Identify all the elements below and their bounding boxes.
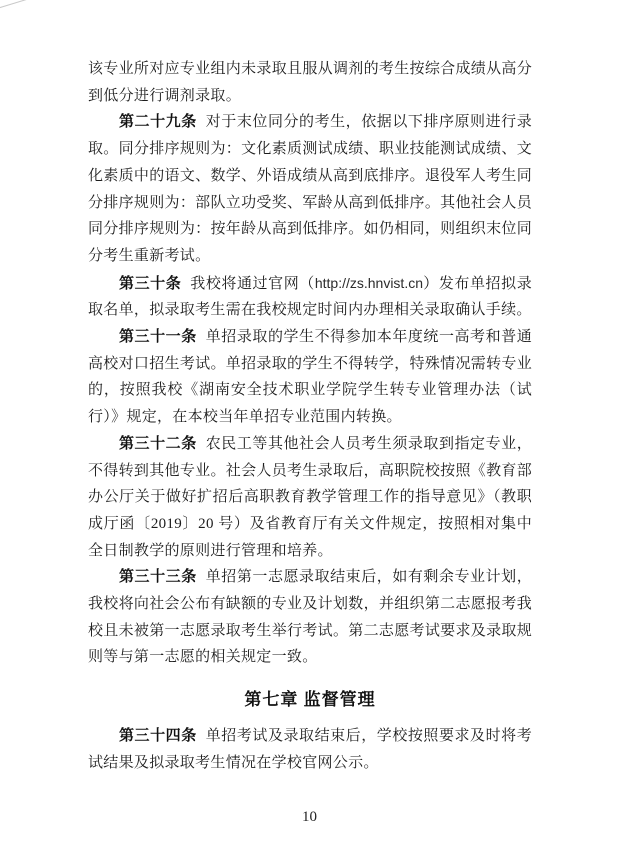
article-number-30: 第三十条 [119, 275, 182, 292]
article-paragraph-30 [88, 270, 532, 324]
article-paragraph-32 [88, 431, 532, 565]
article-number-32: 第三十二条 [119, 435, 197, 452]
page-number: 10 [302, 809, 317, 825]
article-number-33: 第三十三条 [119, 569, 197, 586]
article-text: 对于末位同分的考生，依据以下排序原则进行录取。同分排序规则为：文化素质测试成绩、职业技能测试成绩、文化素质中的语文、数学、外语成绩从高到底排序。退役军人考生同分排序规则为：部队立功受奖、军龄从高到低排序。其他社会人员同分排序规则为：按年龄从高到低排序。如仍相同，则组织末位同分考生重新考试。 [88, 114, 532, 264]
article-paragraph-34 [88, 723, 532, 776]
article-paragraph-continuation [88, 56, 532, 109]
article-text: 该专业所对应专业组内未录取且服从调剂的考生按综合成绩从高分到低分进行调剂录取。 [88, 61, 532, 104]
article-number-29: 第二十九条 [119, 114, 197, 131]
article-paragraph-31 [88, 324, 532, 431]
article-text: 单招考试及录取结束后，学校按照要求及时将考试结果及拟录取考生情况在学校官网公示。 [88, 727, 532, 771]
document-content [88, 56, 532, 776]
scan-artifact-line [0, 0, 32, 9]
official-website-url[interactable]: http://zs.hnvist.cn [314, 274, 424, 291]
article-paragraph-29 [88, 109, 532, 269]
chapter-heading: 第七章 监督管理 [244, 690, 376, 710]
article-number-34: 第三十四条 [119, 727, 197, 744]
article-text: 单招录取的学生不得参加本年度统一高考和普通高校对口招生考试。单招录取的学生不得转学，特殊情况需转专业的，按照我校《湖南安全技术职业学院学生转专业管理办法（试行）》规定，在本校当年单招专业范围内转换。 [88, 329, 532, 426]
article-text: 我校将通过官网（ [190, 275, 315, 292]
article-number-31: 第三十一条 [119, 329, 197, 346]
article-paragraph-33 [88, 564, 532, 671]
article-text: ）发布单招拟录取名单，拟录取考生需在我校规定时间内办理相关录取确认手续。 [88, 275, 532, 319]
article-text: 农民工等其他社会人员考生须录取到指定专业，不得转到其他专业。社会人员考生录取后，高职院校按照《教育部办公厅关于做好扩招后高职教育教学管理工作的指导意见》（教职成厅函〔2019〕20 号）及省教育厅有关文件规定，按照相对集中全日制教学的原则进行管理和培养。 [88, 435, 532, 559]
article-text: 单招第一志愿录取结束后，如有剩余专业计划，我校将向社会公布有缺额的专业及计划数，并组织第二志愿报考我校且未被第一志愿录取考生举行考试。第二志愿考试要求及录取规则等与第一志愿的相关规定一致。 [88, 569, 532, 666]
